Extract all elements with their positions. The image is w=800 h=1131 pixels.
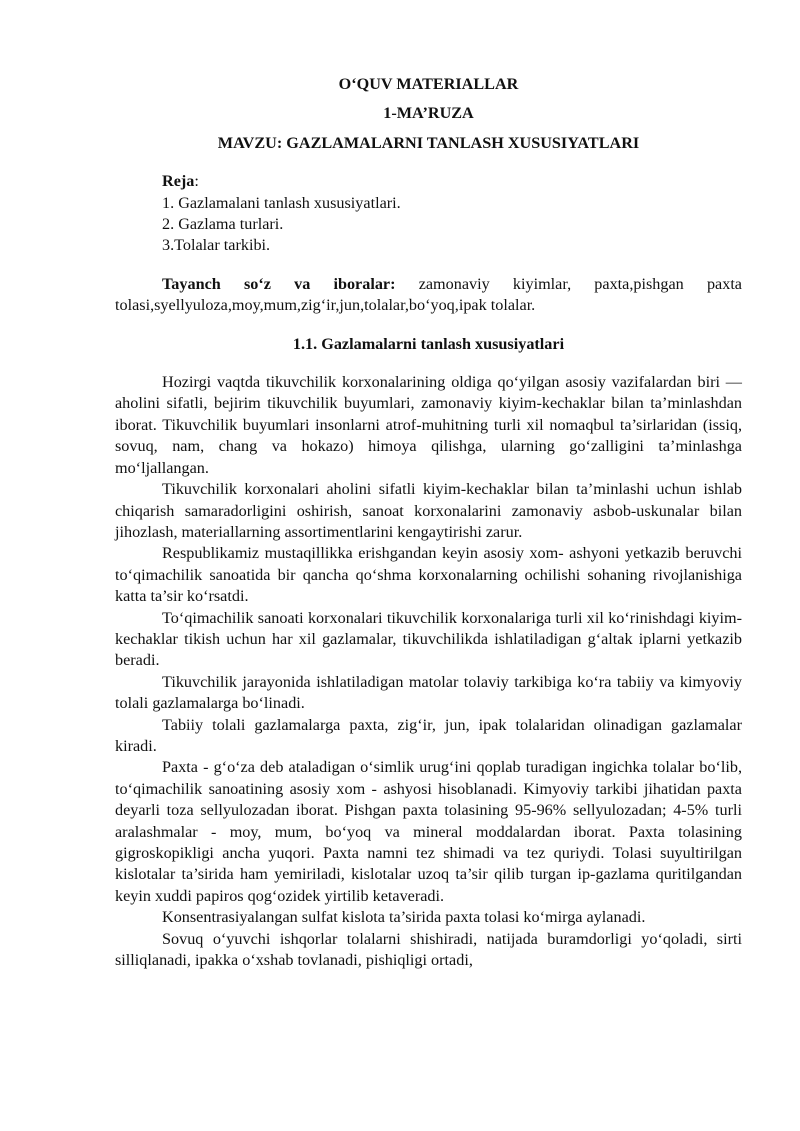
body-paragraph: Tikuvchilik korxonalari aholini sifatli kiyim-kechaklar bilan ta’minlashi uchun ishlab chiqarish samaradorligini oshirish, sanoat korxonalarini zamonaviy asbob-uskunalar bilan jihozlash, materiallarning assortimentlarini kengaytirishi zarur. — [115, 480, 742, 541]
body-paragraph: Sovuq o‘yuvchi ishqorlar tolalarni shishiradi, natijada buramdorligi yo‘qoladi, sirti silliqlanadi, ipakka o‘xshab tovlanadi, pishiqligi ortadi, — [115, 929, 742, 970]
document-page — [115, 74, 742, 971]
body-paragraph: Paxta - g‘o‘za deb ataladigan o‘simlik urug‘ini qoplab turadigan ingichka tolalar bo‘lib, to‘qimachilik sanoatining asosiy xom - ashyosi hisoblanadi. Kimyoviy tarkibi jihatidan paxta deyarli toza sellyulozadan iborat. Pishgan paxta tolasining 95-96% sellyulozadan; 4-5% turli aralashmalar - moy, mum, bo‘yoq va mineral moddalardan iborat. Paxta tolasining gigroskopikligi ancha yuqori. Paxta namni tez shimadi va tez quriydi. Tolasi suyultirilgan kislotalar ta’sirida ham yemiriladi, kislotalar uzoq ta’sir qilib turgan ip-gazlama quritilgandan keyin xuddi papiros qog‘ozidek yirtilib ketaveradi. — [115, 758, 742, 905]
plan-item: 1. Gazlamalani tanlash xususiyatlari. — [162, 193, 401, 212]
body-paragraph: Respublikamiz mustaqillikka erishgandan keyin asosiy xom- ashyoni yetkazib beruvchi to‘qimachilik sanoatida bir qancha qo‘shma korxonalarning ochilishi sohaning rivojlanishiga katta ta’sir ko‘rsatdi. — [115, 544, 742, 606]
section-title: 1.1. Gazlamalarni tanlash xususiyatlari — [292, 334, 565, 353]
body-paragraph: To‘qimachilik sanoati korxonalari tikuvchilik korxonalariga turli xil ko‘rinishdagi kiyim-kechaklar tikish uchun har xil gazlamalar, tikuvchilikda ishlatiladigan g‘altak iplarni yetkazib beradi. — [115, 608, 742, 670]
plan-item: 3.Tolalar tarkibi. — [162, 236, 271, 255]
plan-item: 2. Gazlama turlari. — [162, 215, 284, 234]
document-title: O‘QUV MATERIALLAR — [338, 75, 519, 93]
plan-label: Reja — [162, 172, 195, 191]
keywords-paragraph — [115, 274, 742, 317]
lecture-number: 1-MA’RUZA — [383, 104, 474, 123]
body-paragraph: Tabiiy tolali gazlamalarga paxta, zig‘ir, jun, ipak tolalaridan olinadigan gazlamalar kiradi. — [115, 715, 742, 755]
lecture-topic: MAVZU: GAZLAMALARNI TANLASH XUSUSIYATLARI — [217, 133, 640, 152]
body-paragraph: Konsentrasiyalangan sulfat kislota ta’sirida paxta tolasi ko‘mirga aylanadi. — [162, 908, 646, 927]
body-paragraph: Hozirgi vaqtda tikuvchilik korxonalarining oldiga qo‘yilgan asosiy vazifalardan biri — aholini sifatli, bejirim tikuvchilik buyumlari, zamonaviy kiyim-kechaklar bilan ta’minlashdan iborat. Tikuvchilik buyumlari insonlarni atrof-muhitning turli xil nomaqbul ta’sirlaridan (issiq, sovuq, nam, chang va hokazo) himoya qilishga, ularning go‘zalligini ta’minlashga mo‘ljallangan. — [115, 373, 742, 477]
plan-block — [162, 171, 742, 257]
plan-heading — [162, 171, 742, 192]
body-paragraph: Tikuvchilik jarayonida ishlatiladigan matolar tolaviy tarkibiga ko‘ra tabiiy va kimyoviy tolali gazlamalarga bo‘linadi. — [115, 672, 742, 713]
keywords-text: zamonaviy kiyimlar, paxta,pishgan paxta tolasi,syellyuloza,moy,mum,zig‘ir,jun,tolalar,bo‘yoq,ipak tolalar. — [115, 274, 742, 315]
keywords-label: Tayanch so‘z va iboralar: — [162, 274, 396, 293]
plan-colon: : — [194, 172, 199, 191]
